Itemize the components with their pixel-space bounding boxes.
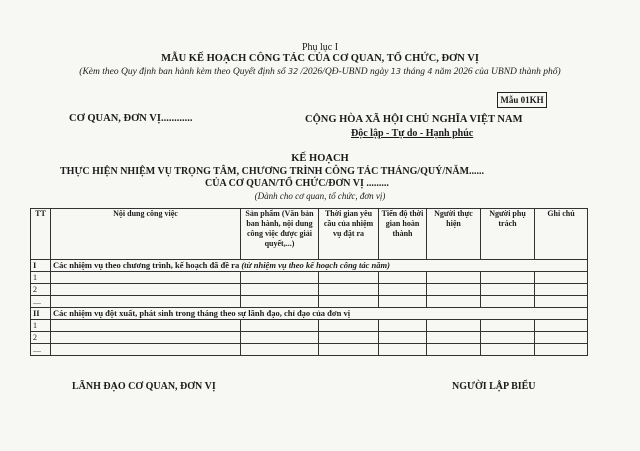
decision-number: 32: [287, 67, 299, 76]
cell-deadline[interactable]: [319, 272, 379, 284]
cell-supervisor[interactable]: [481, 272, 535, 284]
cell-product[interactable]: [241, 332, 319, 344]
cell-note[interactable]: [535, 344, 588, 356]
cell-product[interactable]: [241, 272, 319, 284]
header-progress: Tiến độ thời gian hoàn thành: [379, 209, 427, 260]
row-number: 1: [31, 272, 51, 284]
table-row: [31, 344, 588, 356]
table-row: [31, 272, 588, 284]
cell-performer[interactable]: [427, 320, 481, 332]
section-2-number: II: [31, 308, 51, 320]
section-1-row: [31, 260, 588, 272]
section-2-row: [31, 308, 588, 320]
cell-supervisor[interactable]: [481, 344, 535, 356]
task-table: [30, 208, 588, 356]
table-header-row: [31, 209, 588, 260]
cell-deadline[interactable]: [319, 320, 379, 332]
cell-content[interactable]: [51, 272, 241, 284]
form-code-box: Mẫu 01KH: [497, 92, 547, 108]
table-row: [31, 296, 588, 308]
decision-day: 13: [390, 67, 401, 76]
cell-note[interactable]: [535, 284, 588, 296]
section-1-title-italic: (từ nhiệm vụ theo kế hoạch công tác năm): [241, 260, 390, 270]
cell-content[interactable]: [51, 284, 241, 296]
cell-note[interactable]: [535, 296, 588, 308]
header-tt: TT: [31, 209, 51, 260]
plan-note: (Dành cho cơ quan, tổ chức, đơn vị): [254, 191, 386, 201]
cell-progress[interactable]: [379, 332, 427, 344]
cell-note[interactable]: [535, 272, 588, 284]
cell-deadline[interactable]: [319, 332, 379, 344]
appendix-label: Phụ lục I: [301, 42, 339, 53]
cell-supervisor[interactable]: [481, 320, 535, 332]
republic-title: CỘNG HÒA XÃ HỘI CHỦ NGHĨA VIỆT NAM: [305, 114, 523, 125]
header-supervisor: Người phụ trách: [481, 209, 535, 260]
cell-content[interactable]: [51, 320, 241, 332]
cell-performer[interactable]: [427, 296, 481, 308]
attachment-suffix: năm 2026 của UBND thành phố): [434, 67, 561, 77]
header-deadline: Thời gian yêu cầu của nhiệm vụ đặt ra: [319, 209, 379, 260]
section-2-title: Các nhiệm vụ đột xuất, phát sinh trong tháng theo sự lãnh đạo, chỉ đạo của đơn vị: [51, 308, 588, 320]
cell-supervisor[interactable]: [481, 296, 535, 308]
table-row: [31, 320, 588, 332]
header-note: Ghi chú: [535, 209, 588, 260]
cell-note[interactable]: [535, 332, 588, 344]
cell-progress[interactable]: [379, 344, 427, 356]
org-label: CƠ QUAN, ĐƠN VỊ............: [69, 113, 193, 124]
row-number: 2: [31, 284, 51, 296]
creator-signature-label: NGƯỜI LẬP BIỂU: [452, 381, 536, 392]
cell-progress[interactable]: [379, 272, 427, 284]
cell-progress[interactable]: [379, 320, 427, 332]
attachment-prefix: (Kèm theo Quy định ban hành kèm theo Quyết định số: [79, 67, 286, 77]
cell-product[interactable]: [241, 320, 319, 332]
row-number: ....: [31, 344, 51, 356]
cell-product[interactable]: [241, 344, 319, 356]
decision-month: 4: [427, 67, 433, 76]
form-title: MẪU KẾ HOẠCH CÔNG TÁC CỦA CƠ QUAN, TỔ CHỨC, ĐƠN VỊ: [161, 53, 479, 64]
cell-performer[interactable]: [427, 272, 481, 284]
row-number: ....: [31, 296, 51, 308]
cell-content[interactable]: [51, 332, 241, 344]
section-1-number: I: [31, 260, 51, 272]
cell-performer[interactable]: [427, 332, 481, 344]
plan-title: KẾ HOẠCH: [291, 153, 349, 164]
section-1-title: [51, 260, 588, 272]
table-row: [31, 284, 588, 296]
cell-product[interactable]: [241, 296, 319, 308]
cell-performer[interactable]: [427, 284, 481, 296]
header-content: Nội dung công việc: [51, 209, 241, 260]
cell-supervisor[interactable]: [481, 284, 535, 296]
cell-supervisor[interactable]: [481, 332, 535, 344]
cell-note[interactable]: [535, 320, 588, 332]
plan-org-line: CỦA CƠ QUAN/TỔ CHỨC/ĐƠN VỊ .........: [205, 178, 389, 189]
row-number: 1: [31, 320, 51, 332]
attachment-mid-2: tháng: [403, 67, 425, 77]
table-row: [31, 332, 588, 344]
plan-subtitle: THỰC HIỆN NHIỆM VỤ TRỌNG TÂM, CHƯƠNG TRÌNH CÔNG TÁC THÁNG/QUÝ/NĂM......: [60, 166, 485, 177]
cell-product[interactable]: [241, 284, 319, 296]
cell-progress[interactable]: [379, 296, 427, 308]
leader-signature-label: LÃNH ĐẠO CƠ QUAN, ĐƠN VỊ: [72, 381, 216, 392]
cell-content[interactable]: [51, 296, 241, 308]
attachment-mid-1: /2026/QĐ-UBND ngày: [300, 67, 389, 77]
row-number: 2: [31, 332, 51, 344]
attachment-line: [0, 67, 640, 77]
header-performer: Người thực hiện: [427, 209, 481, 260]
cell-content[interactable]: [51, 344, 241, 356]
cell-deadline[interactable]: [319, 344, 379, 356]
cell-deadline[interactable]: [319, 284, 379, 296]
national-motto: Độc lập - Tự do - Hạnh phúc: [351, 128, 474, 139]
section-1-title-main: Các nhiệm vụ theo chương trình, kế hoạch đã đề ra: [53, 260, 240, 270]
cell-progress[interactable]: [379, 284, 427, 296]
header-product: Sản phẩm (Văn bản ban hành, nội dung công việc được giải quyết,...): [241, 209, 319, 260]
cell-deadline[interactable]: [319, 296, 379, 308]
cell-performer[interactable]: [427, 344, 481, 356]
